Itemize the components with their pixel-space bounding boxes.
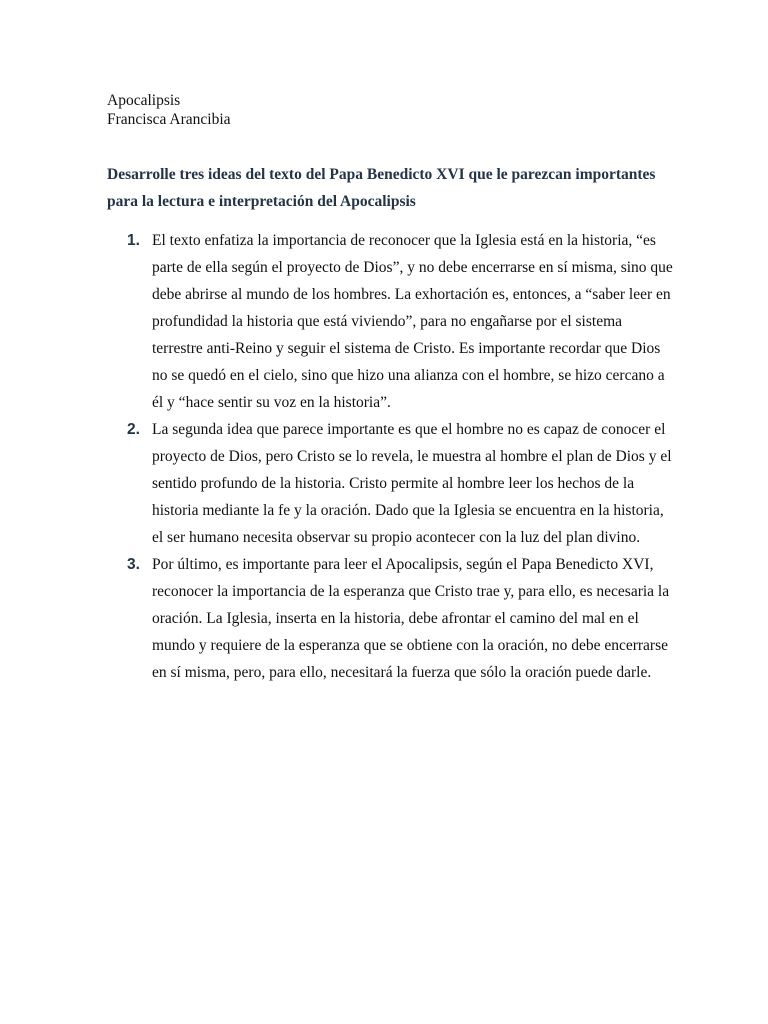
answer-list <box>107 227 673 686</box>
paragraph-line: historia mediante la fe y la oración. Dado que la Iglesia se encuentra en la historia, <box>152 502 664 519</box>
paragraph-line: Por último, es importante para leer el Apocalipsis, según el Papa Benedicto XVI, <box>152 556 654 573</box>
paragraph-line: profundidad la historia que está viviendo”, para no engañarse por el sistema <box>152 313 623 330</box>
paragraph-line: él y “hace sentir su voz en la historia”. <box>152 394 391 411</box>
paragraph-line: mundo y requiere de la esperanza que se obtiene con la oración, no debe encerrarse <box>152 637 668 654</box>
paragraph-line: sentido profundo de la historia. Cristo permite al hombre leer los hechos de la <box>152 475 635 492</box>
answer-item-3 <box>107 551 670 686</box>
paragraph-line: terrestre anti-Reino y seguir el sistema de Cristo. Es importante recordar que Dios <box>152 340 661 357</box>
answer-item-1 <box>107 227 673 416</box>
paragraph-line: parte de ella según el proyecto de Dios”, y no debe encerrarse en sí misma, sino que <box>152 259 673 276</box>
question-line: Desarrolle tres ideas del texto del Papa Benedicto XVI que le parezcan importantes <box>107 166 656 183</box>
paragraph-line: reconocer la importancia de la esperanza que Cristo trae y, para ello, es necesaria la <box>152 583 670 600</box>
paragraph-line: el ser humano necesita observar su propio acontecer con la luz del plan divino. <box>152 529 641 546</box>
question-heading <box>107 161 667 215</box>
paragraph-line: La segunda idea que parece importante es que el hombre no es capaz de conocer el <box>152 421 666 438</box>
list-number: 2. <box>127 421 140 438</box>
list-number: 1. <box>127 232 140 249</box>
paragraph-line: El texto enfatiza la importancia de reconocer que la Iglesia está en la historia, “es <box>152 232 656 249</box>
document-header <box>107 91 231 129</box>
paragraph-line: en sí misma, pero, para ello, necesitará la fuerza que sólo la oración puede darle. <box>152 664 652 681</box>
answer-item-2 <box>107 416 672 551</box>
paragraph-line: no se quedó en el cielo, sino que hizo una alianza con el hombre, se hizo cercano a <box>152 367 665 384</box>
paragraph-line: proyecto de Dios, pero Cristo se lo revela, le muestra al hombre el plan de Dios y el <box>152 448 672 465</box>
document-title: Apocalipsis <box>107 92 181 109</box>
list-number: 3. <box>127 556 140 573</box>
paragraph-line: oración. La Iglesia, inserta en la historia, debe afrontar el camino del mal en el <box>152 610 639 627</box>
question-line: para la lectura e interpretación del Apocalipsis <box>107 193 416 210</box>
author-name: Francisca Arancibia <box>107 111 231 128</box>
paragraph-line: debe abrirse al mundo de los hombres. La exhortación es, entonces, a “saber leer en <box>152 286 671 303</box>
